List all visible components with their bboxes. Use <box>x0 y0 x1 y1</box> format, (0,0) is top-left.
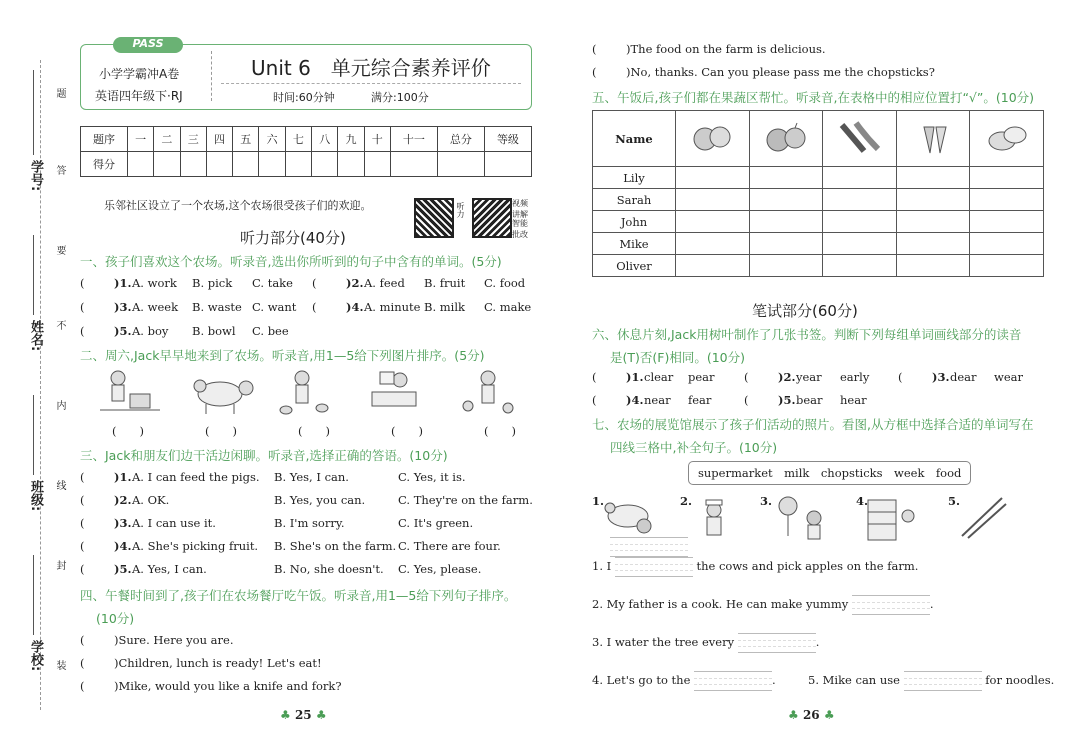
q-number: )4. <box>114 539 132 553</box>
check-cell[interactable] <box>749 167 823 189</box>
option-c: C. There are four. <box>398 539 501 553</box>
score-header-cell: 一 <box>127 127 153 152</box>
section7-pictures <box>592 492 1052 550</box>
pass-badge: PASS <box>113 37 183 53</box>
question-row <box>744 370 884 384</box>
picture-boy-chickens <box>280 371 328 414</box>
question-row <box>80 300 312 314</box>
question-row <box>80 633 233 647</box>
sentence: )The food on the farm is delicious. <box>626 42 826 56</box>
series-name: 小学学霸冲A卷 <box>99 67 180 81</box>
name-label: 姓名: <box>28 320 43 352</box>
question-row <box>898 370 1038 384</box>
score-header-cell: 七 <box>285 127 311 152</box>
score-cell[interactable] <box>437 152 484 177</box>
score-cell[interactable] <box>154 152 180 177</box>
question-row <box>312 300 544 314</box>
picture-boy-garden <box>463 371 513 413</box>
page-number-right: ♣ 26 ♣ <box>788 708 835 722</box>
option-a: A. work <box>132 276 177 290</box>
word-2: fear <box>688 393 712 407</box>
q-number: )5. <box>114 562 132 576</box>
check-cell[interactable] <box>823 211 897 233</box>
check-cell[interactable] <box>896 211 970 233</box>
seal-char: 要 <box>54 245 65 255</box>
paren[interactable]: ( <box>80 562 85 576</box>
q-number: )1. <box>626 370 644 384</box>
question-row <box>80 470 528 484</box>
order-blank[interactable]: ( ) <box>298 424 330 438</box>
q-number: )2. <box>346 276 364 290</box>
paren[interactable]: ( <box>80 656 85 670</box>
check-cell[interactable] <box>970 255 1044 277</box>
check-cell[interactable] <box>823 189 897 211</box>
option-c: C. It's green. <box>398 516 474 530</box>
picture-number: 5. <box>948 494 961 508</box>
option-b: B. She's on the farm. <box>274 539 397 553</box>
question-row <box>592 370 732 384</box>
q-number: )1. <box>114 470 132 484</box>
word-box: supermarket milk chopsticks week food <box>688 461 971 485</box>
picture-number: 3. <box>760 494 773 508</box>
score-header-cell: 十 <box>364 127 390 152</box>
question-row <box>80 276 312 290</box>
intro-text: 乐邻社区设立了一个农场,这个农场很受孩子们的欢迎。 <box>104 199 372 212</box>
answer-field[interactable] <box>904 671 982 691</box>
binding-margin <box>0 0 80 752</box>
score-cell[interactable] <box>127 152 153 177</box>
grade-label: 英语四年级下·RJ <box>95 89 183 103</box>
paren[interactable]: ( <box>80 493 85 507</box>
word-1: year <box>796 370 822 384</box>
score-cell[interactable] <box>180 152 206 177</box>
writing-title: 笔试部分(60分) <box>752 302 858 320</box>
question-row <box>80 656 322 670</box>
picture-cook <box>706 500 722 535</box>
qr-label: 听力 <box>456 202 465 218</box>
fruit-table <box>592 110 1044 277</box>
option-a: A. I can use it. <box>132 516 216 530</box>
section7-title-cont: 四线三格中,补全句子。(10分) <box>610 440 778 455</box>
paren[interactable]: ( <box>80 324 85 338</box>
seal-char: 封 <box>54 560 65 570</box>
check-cell[interactable] <box>823 167 897 189</box>
question-row <box>80 493 533 507</box>
q-number: )4. <box>346 300 364 314</box>
score-cell[interactable] <box>285 152 311 177</box>
section5-title: 五、午饭后,孩子们都在果蔬区帮忙。听录音,在表格中的相应位置打“√”。(10分) <box>592 90 1035 105</box>
picture-number: 2. <box>680 494 693 508</box>
section4-title-cont: (10分) <box>96 611 135 626</box>
q-number: )3. <box>932 370 950 384</box>
table-row <box>593 211 1044 233</box>
check-cell[interactable] <box>896 167 970 189</box>
score-header-cell: 等级 <box>484 127 531 152</box>
sentence-5: 5. Mike can use for noodles. <box>808 671 1054 691</box>
qr-label: 视频讲解 <box>512 199 528 219</box>
word-2: hear <box>840 393 867 407</box>
paren[interactable]: ( <box>592 42 597 56</box>
question-row <box>592 393 732 407</box>
student-name: John <box>593 211 676 233</box>
section3-title: 三、Jack和朋友们边干活边闲聊。听录音,选择正确的答语。(10分) <box>80 448 448 463</box>
student-name: Lily <box>593 167 676 189</box>
option-b: B. waste <box>192 300 242 314</box>
section6-title-cont: 是(T)否(F)相同。(10分) <box>610 350 745 365</box>
class-label: 班级: <box>28 480 43 512</box>
question-row <box>592 65 935 79</box>
listening-title: 听力部分(40分) <box>240 229 346 247</box>
paren[interactable]: ( <box>592 65 597 79</box>
answer-field[interactable] <box>852 595 930 615</box>
apple-icon <box>749 111 823 167</box>
table-row <box>593 255 1044 277</box>
option-c: C. They're on the farm. <box>398 493 533 507</box>
student-name: Oliver <box>593 255 676 277</box>
check-cell[interactable] <box>749 233 823 255</box>
score-header-cell: 四 <box>206 127 232 152</box>
paren[interactable]: ( <box>80 633 85 647</box>
q-number: )5. <box>778 393 796 407</box>
sentence: )Sure. Here you are. <box>114 633 234 647</box>
qr-code-listening <box>414 198 454 238</box>
picture-number: 4. <box>856 494 869 508</box>
check-cell[interactable] <box>823 233 897 255</box>
q-number: )5. <box>114 324 132 338</box>
score-header-cell: 五 <box>233 127 259 152</box>
sentence-4: 4. Let's go to the . <box>592 671 776 691</box>
sentence-2: 2. My father is a cook. He can make yummy . <box>592 595 934 615</box>
paren[interactable]: ( <box>80 516 85 530</box>
seal-char: 内 <box>54 400 65 410</box>
page-number-left: ♣ 25 ♣ <box>280 708 327 722</box>
order-blank[interactable]: ( ) <box>391 424 423 438</box>
word-2: wear <box>994 370 1024 384</box>
picture-boy-bed <box>372 372 416 406</box>
order-blank[interactable]: ( ) <box>484 424 516 438</box>
qr-code-grading <box>472 198 512 238</box>
word-2: early <box>840 370 870 384</box>
number-label: 学号: <box>28 160 43 192</box>
score-header-cell: 题序 <box>81 127 128 152</box>
answer-field[interactable] <box>738 633 816 653</box>
section4-title: 四、午餐时间到了,孩子们在农场餐厅吃午饭。听录音,用1—5给下列句子排序。 <box>80 588 517 603</box>
option-a: A. week <box>132 300 179 314</box>
score-header-cell: 八 <box>312 127 338 152</box>
option-c: C. bee <box>252 324 289 338</box>
picture-watering-tree <box>779 497 821 539</box>
word-1: dear <box>950 370 977 384</box>
check-cell[interactable] <box>970 211 1044 233</box>
check-cell[interactable] <box>896 255 970 277</box>
score-cell[interactable] <box>338 152 364 177</box>
q-number: )3. <box>114 516 132 530</box>
section6-title: 六、休息片刻,Jack用树叶制作了几张书签。判断下列每组单词画线部分的读音 <box>592 327 1022 342</box>
school-label: 学校: <box>28 640 43 672</box>
score-cell[interactable] <box>364 152 390 177</box>
seal-char: 答 <box>54 165 65 175</box>
paren[interactable]: ( <box>744 370 749 384</box>
q-number: )4. <box>626 393 644 407</box>
word-1: bear <box>796 393 823 407</box>
seal-char: 线 <box>54 480 65 490</box>
paren[interactable]: ( <box>312 300 317 314</box>
student-name: Sarah <box>593 189 676 211</box>
option-b: B. fruit <box>424 276 466 290</box>
carrot-icon <box>896 111 970 167</box>
header-box <box>80 37 532 110</box>
qr-label: 智能批改 <box>512 219 528 239</box>
paren[interactable]: ( <box>592 393 597 407</box>
green-bean-icon <box>823 111 897 167</box>
option-b: B. No, she doesn't. <box>274 562 384 576</box>
q-number: )2. <box>114 493 132 507</box>
check-cell[interactable] <box>676 167 750 189</box>
option-c: C. want <box>252 300 297 314</box>
score-header-cell: 九 <box>338 127 364 152</box>
table-row <box>593 167 1044 189</box>
score-cell[interactable] <box>312 152 338 177</box>
sentence: )Mike, would you like a knife and fork? <box>114 679 342 693</box>
check-cell[interactable] <box>749 255 823 277</box>
score-label: 得分 <box>81 152 128 177</box>
q-number: )2. <box>778 370 796 384</box>
check-cell[interactable] <box>970 189 1044 211</box>
paren[interactable]: ( <box>312 276 317 290</box>
full-score: 满分:100分 <box>371 91 429 104</box>
option-a: A. Yes, I can. <box>132 562 207 576</box>
order-blank[interactable]: ( ) <box>112 424 144 438</box>
question-row <box>592 42 826 56</box>
option-a: A. She's picking fruit. <box>132 539 259 553</box>
check-cell[interactable] <box>749 211 823 233</box>
option-a: A. OK. <box>132 493 170 507</box>
option-c: C. Yes, please. <box>398 562 482 576</box>
option-c: C. take <box>252 276 293 290</box>
paren[interactable]: ( <box>80 470 85 484</box>
option-b: B. pick <box>192 276 233 290</box>
score-cell[interactable] <box>484 152 531 177</box>
check-cell[interactable] <box>970 167 1044 189</box>
paren[interactable]: ( <box>80 679 85 693</box>
score-cell[interactable] <box>206 152 232 177</box>
option-b: B. milk <box>424 300 465 314</box>
score-header-cell: 二 <box>154 127 180 152</box>
word-2: pear <box>688 370 715 384</box>
seal-char: 题 <box>54 88 65 98</box>
option-c: C. make <box>484 300 532 314</box>
sentence: )Children, lunch is ready! Let's eat! <box>114 656 322 670</box>
table-row <box>593 189 1044 211</box>
option-b: B. Yes, I can. <box>274 470 349 484</box>
paren[interactable]: ( <box>80 300 85 314</box>
check-cell[interactable] <box>896 189 970 211</box>
check-cell[interactable] <box>749 189 823 211</box>
option-c: C. Yes, it is. <box>398 470 466 484</box>
q-number: )1. <box>114 276 132 290</box>
question-row <box>744 393 884 407</box>
sentence-3: 3. I water the tree every . <box>592 633 819 653</box>
option-a: A. feed <box>364 276 405 290</box>
sentence: )No, thanks. Can you please pass me the chopsticks? <box>626 65 935 79</box>
question-row <box>80 679 342 693</box>
check-cell[interactable] <box>896 233 970 255</box>
check-cell[interactable] <box>676 211 750 233</box>
picture-number: 1. <box>592 494 605 508</box>
student-name: Mike <box>593 233 676 255</box>
score-header-cell: 三 <box>180 127 206 152</box>
picture-cow-milking <box>605 503 651 533</box>
question-row <box>80 516 528 530</box>
paren[interactable]: ( <box>744 393 749 407</box>
option-a: A. minute <box>364 300 421 314</box>
option-b: B. I'm sorry. <box>274 516 345 530</box>
section2-pictures <box>90 366 530 418</box>
score-header-cell: 十一 <box>390 127 437 152</box>
word-1: near <box>644 393 671 407</box>
score-header-cell: 总分 <box>437 127 484 152</box>
check-cell[interactable] <box>676 233 750 255</box>
question-row <box>80 324 312 338</box>
answer-field[interactable] <box>615 557 693 577</box>
chopsticks-icon <box>962 498 1006 538</box>
paren[interactable]: ( <box>80 276 85 290</box>
paren[interactable]: ( <box>898 370 903 384</box>
score-table <box>80 126 532 177</box>
seal-char: 装 <box>54 660 65 670</box>
paren[interactable]: ( <box>80 539 85 553</box>
question-row <box>80 562 528 576</box>
option-a: A. boy <box>132 324 169 338</box>
picture-cow <box>194 380 253 414</box>
question-row <box>312 276 544 290</box>
order-blank[interactable]: ( ) <box>205 424 237 438</box>
potato-icon <box>970 111 1044 167</box>
check-cell[interactable] <box>823 255 897 277</box>
q-number: )3. <box>114 300 132 314</box>
check-cell[interactable] <box>676 255 750 277</box>
page-title: Unit 6 单元综合素养评价 <box>251 56 491 80</box>
score-header-cell: 六 <box>259 127 285 152</box>
score-cell[interactable] <box>233 152 259 177</box>
picture-boy-feeding <box>100 371 160 410</box>
time-limit: 时间:60分钟 <box>273 91 335 104</box>
seal-char: 不 <box>54 320 65 330</box>
check-cell[interactable] <box>970 233 1044 255</box>
sentence-1: 1. I the cows and pick apples on the farm. <box>592 557 918 577</box>
question-row <box>80 539 528 553</box>
score-cell[interactable] <box>390 152 437 177</box>
option-b: B. bowl <box>192 324 236 338</box>
tomato-icon <box>676 111 750 167</box>
table-header-name: Name <box>593 111 676 167</box>
section2-title: 二、周六,Jack早早地来到了农场。听录音,用1—5给下列图片排序。(5分) <box>80 348 485 363</box>
section1-title: 一、孩子们喜欢这个农场。听录音,选出你所听到的句子中含有的单词。(5分) <box>80 254 502 269</box>
check-cell[interactable] <box>676 189 750 211</box>
picture-supermarket <box>868 500 914 540</box>
option-c: C. food <box>484 276 526 290</box>
score-cell[interactable] <box>259 152 285 177</box>
table-row <box>593 233 1044 255</box>
option-a: A. I can feed the pigs. <box>132 470 260 484</box>
word-1: clear <box>644 370 674 384</box>
section7-title: 七、农场的展览馆展示了孩子们活动的照片。看图,从方框中选择合适的单词写在 <box>592 417 1034 432</box>
answer-field[interactable] <box>694 671 772 691</box>
paren[interactable]: ( <box>592 370 597 384</box>
option-b: B. Yes, you can. <box>274 493 366 507</box>
